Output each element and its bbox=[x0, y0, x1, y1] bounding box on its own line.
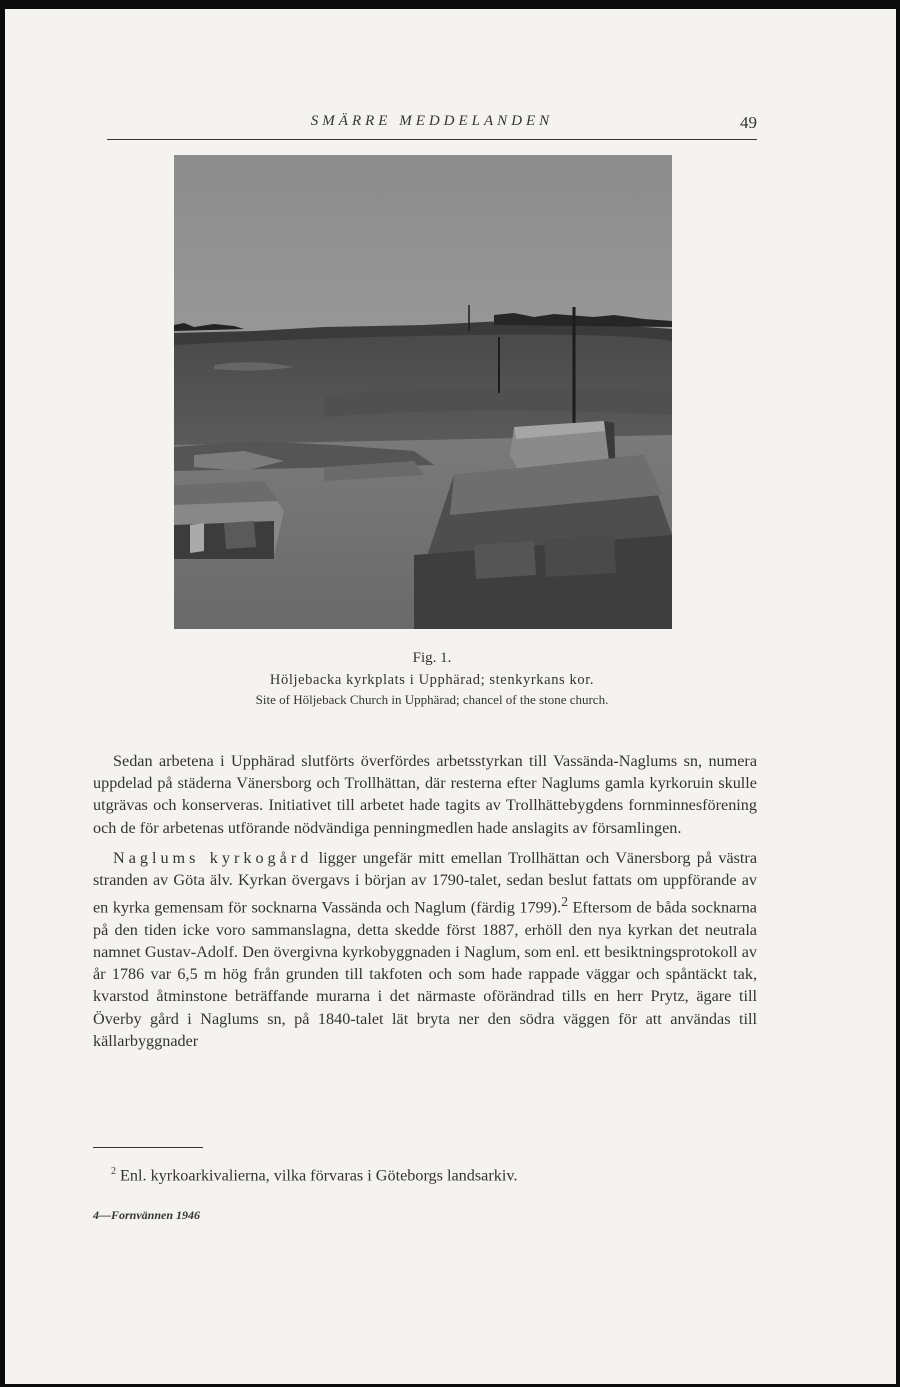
paragraph-2-text-a: ligger ungefär mitt emellan Trollhättan och Vänersborg på västra stranden av Göta älv. Kyrkan övergavs i början av 1790-talet, sedan beslut fattats om uppförande av en kyrka gemensam för socknarna Vassända och Naglum (färdig 1799). bbox=[93, 848, 758, 917]
footnote-rule bbox=[93, 1147, 203, 1148]
printer-mark: 4—Fornvännen 1946 bbox=[93, 1208, 201, 1222]
paragraph-2 bbox=[93, 847, 757, 1052]
caption-english: Site of Höljeback Church in Upphärad; chancel of the stone church. bbox=[255, 692, 609, 707]
footnote-reference: 2 bbox=[561, 894, 568, 910]
body-text bbox=[93, 750, 757, 1052]
footnote bbox=[111, 1161, 751, 1186]
footnote-text: Enl. kyrkoarkivalierna, vilka förvaras i Göteborgs landsarkiv. bbox=[116, 1166, 518, 1185]
journal-page bbox=[5, 9, 896, 1384]
running-title: SMÄRRE MEDDELANDEN bbox=[310, 113, 554, 129]
figure-caption bbox=[107, 649, 757, 709]
figure-label: Fig. 1. bbox=[412, 650, 452, 666]
paragraph-2-text-b: Eftersom de båda socknarna på den tiden icke voro sammanslagna, detta skedde först 1887, erhöll den nya kyrkan det neutrala namnet Gustav-Adolf. Den övergivna kyrkobyggnaden i Naglum, som enl. ett besiktningsprotokoll av år 1786 var 6,5 m hög från grunden till takfoten och som hade rappade väggar och spåntäckt tak, kvarstod åtminstone beträffande murarna i det närmaste oförändrad tills en herr Prytz, ägare till Överby gård i Naglums sn, på 1840-talet lät bryta ner den södra väggen för att användas till källarbyggnader bbox=[93, 898, 757, 1050]
figure-photo bbox=[174, 155, 672, 629]
spaced-heading: Naglums kyrkogård bbox=[113, 848, 313, 867]
footnote-marker: 2 bbox=[111, 1166, 116, 1177]
running-head bbox=[107, 113, 757, 140]
paragraph-1: Sedan arbetena i Upphärad slutförts överfördes arbetsstyrkan till Vassända-Naglums sn, numera uppdelad på städerna Vänersborg och Trollhättan, där resterna efter Naglums gamla kyrkoruin skulle utgrävas och konserveras. Initiativet till arbetet hade tagits av Trollhättebygdens fornminnesförening och de för arbetenas utförande nödvändiga penningmedlen hade anslagits av församlingen. bbox=[93, 752, 757, 837]
caption-swedish: Höljebacka kyrkplats i Upphärad; stenkyrkans kor. bbox=[269, 672, 595, 688]
page-number: 49 bbox=[740, 113, 757, 132]
